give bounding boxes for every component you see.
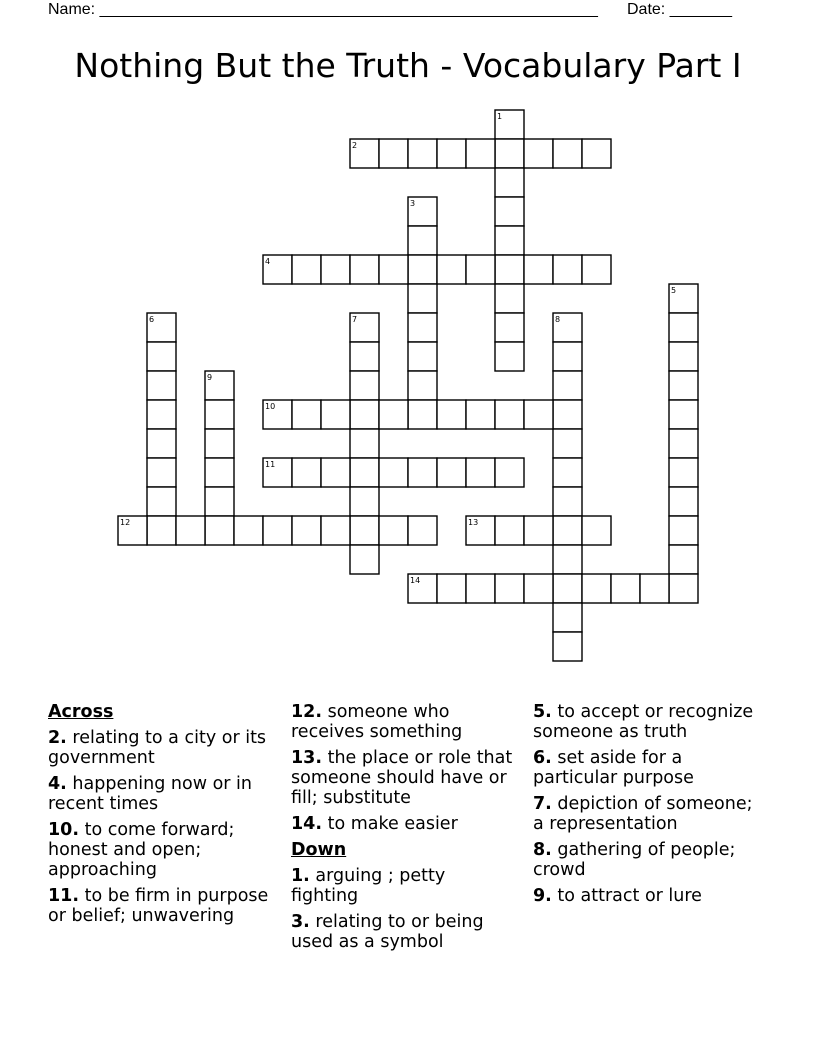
grid-cell[interactable]	[408, 139, 437, 168]
clue-number-10: 10	[265, 402, 276, 411]
page-title: Nothing But the Truth - Vocabulary Part I	[74, 46, 742, 85]
grid-cell[interactable]	[437, 400, 466, 429]
grid-cell[interactable]	[408, 284, 437, 313]
grid-cell[interactable]	[292, 458, 321, 487]
grid-cell[interactable]	[205, 400, 234, 429]
grid-cell[interactable]	[466, 139, 495, 168]
grid-cell[interactable]	[379, 400, 408, 429]
grid-cell[interactable]	[553, 516, 582, 545]
grid-cell[interactable]	[495, 255, 524, 284]
grid-cell[interactable]	[379, 516, 408, 545]
grid-cell[interactable]	[495, 284, 524, 313]
grid-cell[interactable]	[263, 516, 292, 545]
clue-across-2: 2. relating to a city or its government	[48, 728, 267, 768]
clue-down-8: 8. gathering of people; crowd	[533, 840, 736, 880]
grid-cell[interactable]	[321, 516, 350, 545]
grid-cell[interactable]	[553, 429, 582, 458]
grid-cell[interactable]	[379, 458, 408, 487]
grid-cell[interactable]	[669, 545, 698, 574]
grid-cell[interactable]	[408, 516, 437, 545]
grid-cell[interactable]	[495, 313, 524, 342]
clue-number-6: 6	[149, 315, 155, 324]
clue-number-7: 7	[352, 315, 358, 324]
grid-cell[interactable]	[669, 371, 698, 400]
grid-cell[interactable]	[350, 458, 379, 487]
grid-cell[interactable]	[466, 458, 495, 487]
clue-across-13: 13. the place or role that someone should have or fill; substitute	[291, 748, 513, 808]
clue-down-3: 3. relating to or being used as a symbol	[291, 912, 484, 952]
grid-cell[interactable]	[350, 371, 379, 400]
grid-cell[interactable]	[495, 139, 524, 168]
grid-cell[interactable]	[147, 487, 176, 516]
grid-cell[interactable]	[350, 400, 379, 429]
clue-number-13: 13	[468, 518, 479, 527]
grid-cell[interactable]	[669, 458, 698, 487]
across-heading: Across	[48, 702, 114, 722]
grid-cell[interactable]	[321, 255, 350, 284]
grid-cell[interactable]	[292, 255, 321, 284]
clue-column-3	[533, 702, 758, 912]
date-field-label: Date: _______	[627, 1, 732, 18]
grid-cell[interactable]	[669, 313, 698, 342]
grid-cell[interactable]	[147, 371, 176, 400]
grid-cell[interactable]	[669, 342, 698, 371]
clue-down-9: 9. to attract or lure	[533, 886, 702, 906]
grid-cell[interactable]	[205, 487, 234, 516]
grid-cell[interactable]	[408, 342, 437, 371]
clue-number-2: 2	[352, 141, 358, 150]
grid-cell[interactable]	[176, 516, 205, 545]
name-field-label: Name: ________________________________________________________	[48, 1, 598, 18]
grid-cell[interactable]	[495, 342, 524, 371]
grid-cell[interactable]	[553, 458, 582, 487]
clue-number-9: 9	[207, 373, 213, 382]
grid-cell[interactable]	[524, 516, 553, 545]
grid-cell[interactable]	[379, 255, 408, 284]
grid-cell[interactable]	[350, 429, 379, 458]
grid-cell[interactable]	[350, 545, 379, 574]
grid-cell[interactable]	[408, 371, 437, 400]
grid-cell[interactable]	[553, 632, 582, 661]
grid-cell[interactable]	[640, 574, 669, 603]
grid-cell[interactable]	[379, 139, 408, 168]
grid-cell[interactable]	[669, 574, 698, 603]
grid-cell[interactable]	[321, 400, 350, 429]
grid-cell[interactable]	[350, 342, 379, 371]
grid-cell[interactable]	[669, 400, 698, 429]
grid-cell[interactable]	[437, 139, 466, 168]
clue-number-8: 8	[555, 315, 561, 324]
grid-cell[interactable]	[524, 255, 553, 284]
grid-cell[interactable]	[495, 226, 524, 255]
grid-cell[interactable]	[553, 400, 582, 429]
grid-cell[interactable]	[408, 226, 437, 255]
grid-cell[interactable]	[408, 313, 437, 342]
clue-number-14: 14	[410, 576, 421, 585]
grid-cell[interactable]	[582, 139, 611, 168]
grid-cell[interactable]	[524, 400, 553, 429]
grid-cell[interactable]	[582, 516, 611, 545]
grid-cell[interactable]	[350, 487, 379, 516]
clue-down-1: 1. arguing ; petty fighting	[291, 866, 446, 906]
grid-cell[interactable]	[495, 400, 524, 429]
grid-cell[interactable]	[350, 255, 379, 284]
clue-number-5: 5	[671, 286, 677, 295]
clue-number-11: 11	[265, 460, 276, 469]
down-heading: Down	[291, 840, 347, 860]
grid-cell[interactable]	[205, 516, 234, 545]
grid-cell[interactable]	[669, 487, 698, 516]
grid-cell[interactable]	[553, 545, 582, 574]
grid-cell[interactable]	[524, 574, 553, 603]
clue-across-11: 11. to be firm in purpose or belief; unwavering	[48, 886, 269, 926]
grid-cell[interactable]	[437, 255, 466, 284]
grid-cell[interactable]	[495, 516, 524, 545]
grid-cell[interactable]	[466, 400, 495, 429]
grid-cell[interactable]	[147, 516, 176, 545]
grid-cell[interactable]	[582, 255, 611, 284]
grid-cell[interactable]	[466, 255, 495, 284]
clue-down-7: 7. depiction of someone; a representation	[533, 794, 753, 834]
grid-cell[interactable]	[408, 255, 437, 284]
clue-down-5: 5. to accept or recognize someone as truth	[533, 702, 754, 742]
grid-cell[interactable]	[553, 342, 582, 371]
grid-cell[interactable]	[350, 516, 379, 545]
grid-cell[interactable]	[553, 574, 582, 603]
grid-cell[interactable]	[205, 429, 234, 458]
grid-cell[interactable]	[524, 139, 553, 168]
grid-cell[interactable]	[437, 458, 466, 487]
grid-cell[interactable]	[205, 458, 234, 487]
clue-across-14: 14. to make easier	[291, 814, 458, 834]
clue-column-1	[48, 702, 273, 932]
clue-number-1: 1	[497, 112, 503, 121]
clue-across-12: 12. someone who receives something	[291, 702, 463, 742]
grid-cell[interactable]	[147, 458, 176, 487]
grid-cell[interactable]	[669, 429, 698, 458]
grid-cell[interactable]	[437, 574, 466, 603]
clue-down-6: 6. set aside for a particular purpose	[533, 748, 694, 788]
grid-cell[interactable]	[321, 458, 350, 487]
grid-cell[interactable]	[147, 429, 176, 458]
clue-number-3: 3	[410, 199, 416, 208]
clue-column-2	[291, 702, 516, 958]
grid-cell[interactable]	[234, 516, 263, 545]
grid-cell[interactable]	[408, 400, 437, 429]
clue-across-10: 10. to come forward; honest and open; approaching	[48, 820, 235, 880]
grid-cell[interactable]	[408, 458, 437, 487]
grid-cell[interactable]	[582, 574, 611, 603]
clue-number-12: 12	[120, 518, 131, 527]
clue-number-4: 4	[265, 257, 271, 266]
grid-cell[interactable]	[147, 342, 176, 371]
clue-across-4: 4. happening now or in recent times	[48, 774, 253, 814]
grid-cell[interactable]	[495, 458, 524, 487]
grid-cell[interactable]	[495, 574, 524, 603]
grid-cell[interactable]	[292, 516, 321, 545]
grid-cell[interactable]	[466, 574, 495, 603]
grid-cell[interactable]	[495, 197, 524, 226]
grid-cell[interactable]	[292, 400, 321, 429]
grid-cell[interactable]	[147, 400, 176, 429]
grid-cell[interactable]	[669, 516, 698, 545]
grid-cell[interactable]	[611, 574, 640, 603]
grid-cell[interactable]	[553, 255, 582, 284]
grid-cell[interactable]	[553, 139, 582, 168]
grid-cell[interactable]	[553, 371, 582, 400]
grid-cell[interactable]	[495, 168, 524, 197]
grid-cell[interactable]	[553, 487, 582, 516]
grid-cell[interactable]	[553, 603, 582, 632]
